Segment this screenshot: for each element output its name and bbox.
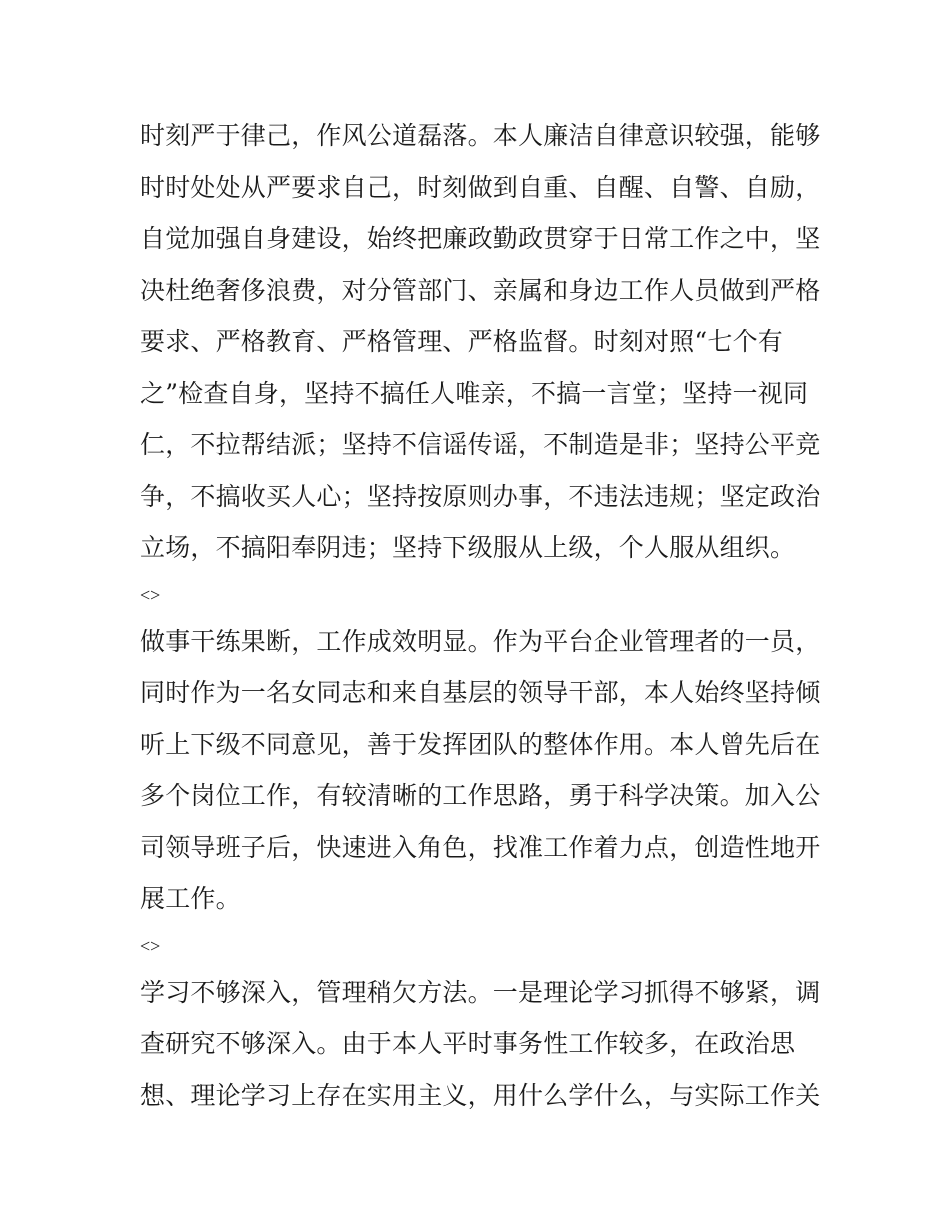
text-line: 时时处处从严要求自己，时刻做到自重、自醒、自警、自励，: [140, 172, 821, 202]
paragraph-self-discipline: [140, 110, 820, 574]
text-line: 要求、严格教育、严格管理、严格监督。时刻对照“七个有: [140, 327, 783, 356]
text-line: 时刻严于律己，作风公道磊落。本人廉洁自律意识较强，能够: [140, 121, 821, 150]
text-line: 想、理论学习上存在实用主义，用什么学什么，与实际工作关: [140, 1080, 821, 1110]
text-line: 自觉加强自身建设，始终把廉政勤政贯穿于日常工作之中，坚: [140, 224, 821, 253]
text-line: 决杜绝奢侈浪费，对分管部门、亲属和身边工作人员做到严格: [140, 275, 821, 305]
text-line: 司领导班子后，快速进入角色，找准工作着力点，创造性地开: [140, 832, 821, 862]
text-line: 多个岗位工作，有较清晰的工作思路，勇于科学决策。加入公: [140, 781, 821, 810]
text-line: 听上下级不同意见，善于发挥团队的整体作用。本人曾先后在: [140, 729, 821, 759]
paragraph-work-performance: [140, 616, 820, 925]
section-marker: <>: [140, 584, 161, 605]
text-line: 立场，不搞阳奉阴违；坚持下级服从上级，个人服从组织。: [140, 533, 796, 562]
document-body: [140, 110, 820, 1121]
text-line: 同时作为一名女同志和来自基层的领导干部，本人始终坚持倾: [140, 678, 821, 707]
paragraph-shortcomings: [140, 967, 820, 1122]
text-line: 查研究不够深入。由于本人平时事务性工作较多，在政治思: [140, 1029, 796, 1058]
text-line: 做事干练果断，工作成效明显。作为平台企业管理者的一员，: [140, 626, 821, 656]
text-line: 争，不搞收买人心；坚持按原则办事，不违法违规；坚定政治: [140, 481, 821, 511]
text-line: 展工作。: [140, 884, 241, 913]
text-line: 学习不够深入，管理稍欠方法。一是理论学习抓得不够紧，调: [140, 977, 821, 1007]
section-marker: <>: [140, 935, 161, 956]
text-line: 之”检查自身，坚持不搞任人唯亲，不搞一言堂；坚持一视同: [140, 378, 809, 408]
text-line: 仁，不拉帮结派；坚持不信谣传谣，不制造是非；坚持公平竞: [140, 430, 821, 459]
